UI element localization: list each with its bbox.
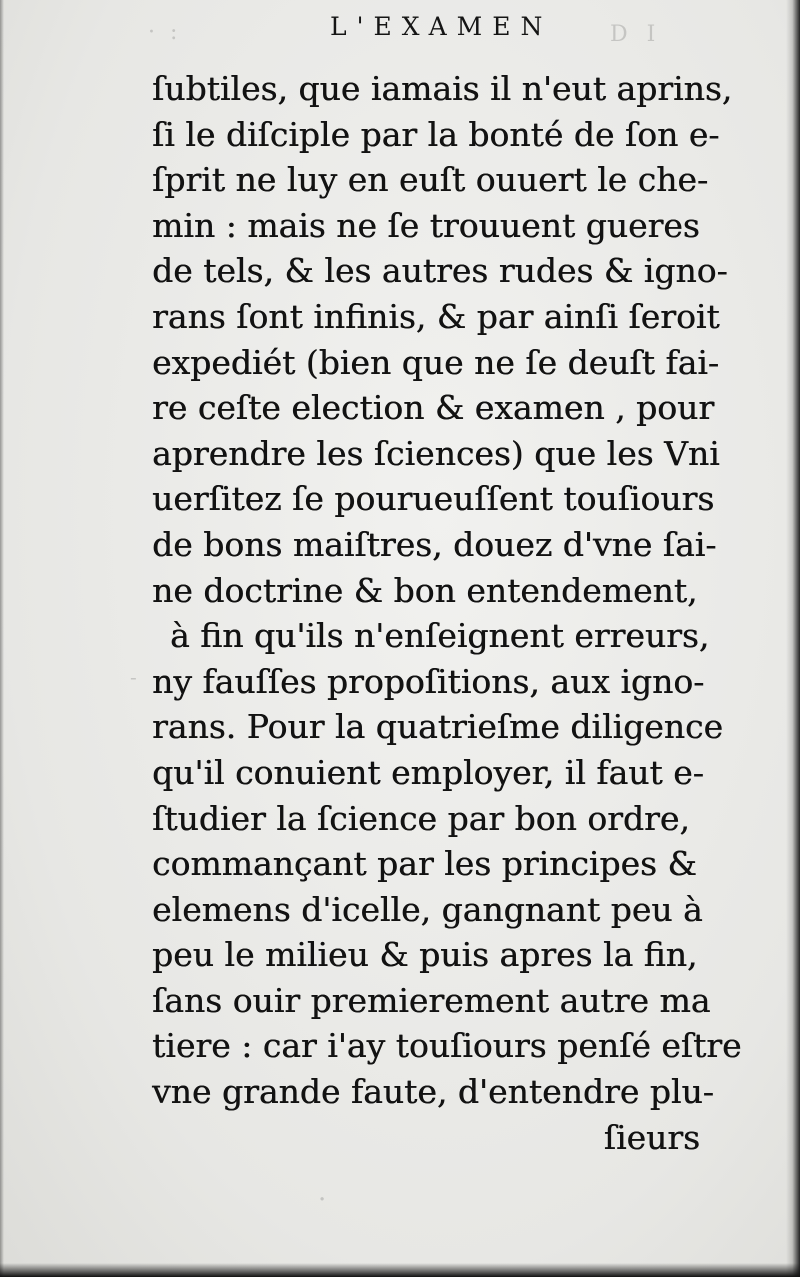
text-line: à fin qu'ils n'enſeignent erreurs, (170, 616, 710, 656)
text-line: rans ſont infinis, & par ainſi ſeroit (152, 296, 720, 336)
text-line: ſubtiles, que iamais il n'eut aprins, (152, 69, 733, 108)
show-through-mark: · : (148, 20, 182, 45)
text-line: ſi le diſciple par la bonté de ſon e- (152, 114, 720, 154)
text-line: expediét (bien que ne ſe deuſt fai- (152, 342, 719, 382)
catchword: ſieurs (603, 1117, 700, 1157)
text-line: rans. Pour la quatrieſme diligence (152, 707, 723, 747)
body-text (152, 66, 752, 1160)
text-line: ſtudier la ſcience par bon ordre, (152, 798, 690, 838)
text-line: commançant par les principes & (152, 844, 697, 884)
running-title: L'EXAMEN (330, 12, 553, 41)
text-line: ny fauſſes propoſitions, aux igno- (152, 661, 705, 701)
text-line: peu le milieu & puis apres la fin, (152, 935, 698, 975)
text-line: de tels, & les autres rudes & igno- (152, 251, 728, 291)
page-shadow-left (0, 0, 4, 1277)
text-line: vne grande faute, d'entendre plu- (152, 1072, 714, 1112)
text-line: re ceſte election & examen , pour (152, 388, 715, 428)
page-shadow-right (786, 0, 800, 1277)
show-through-mark: · (318, 1185, 327, 1215)
text-line: ſans ouir premierement autre ma (152, 980, 711, 1020)
page-shadow-bottom (0, 1263, 800, 1277)
text-line: uerſitez ſe pourueuſſent touſiours (152, 479, 715, 519)
text-line: ſprit ne luy en euſt ouuert le che- (152, 160, 709, 200)
text-line: ne doctrine & bon entendement, (152, 570, 698, 610)
show-through-mark: - (130, 665, 137, 689)
text-line: min : mais ne ſe trouuent gueres (152, 205, 700, 245)
text-line: tiere : car i'ay touſiours penſé eſtre (152, 1026, 742, 1066)
text-line: elemens d'icelle, gangnant peu à (152, 889, 703, 929)
text-line: aprendre les ſciences) que les Vni (152, 433, 720, 473)
text-line: qu'il conuient employer, il faut e- (152, 752, 704, 792)
show-through-mark: D I (610, 22, 662, 47)
text-line: de bons maiſtres, douez d'vne ſai- (152, 524, 717, 564)
